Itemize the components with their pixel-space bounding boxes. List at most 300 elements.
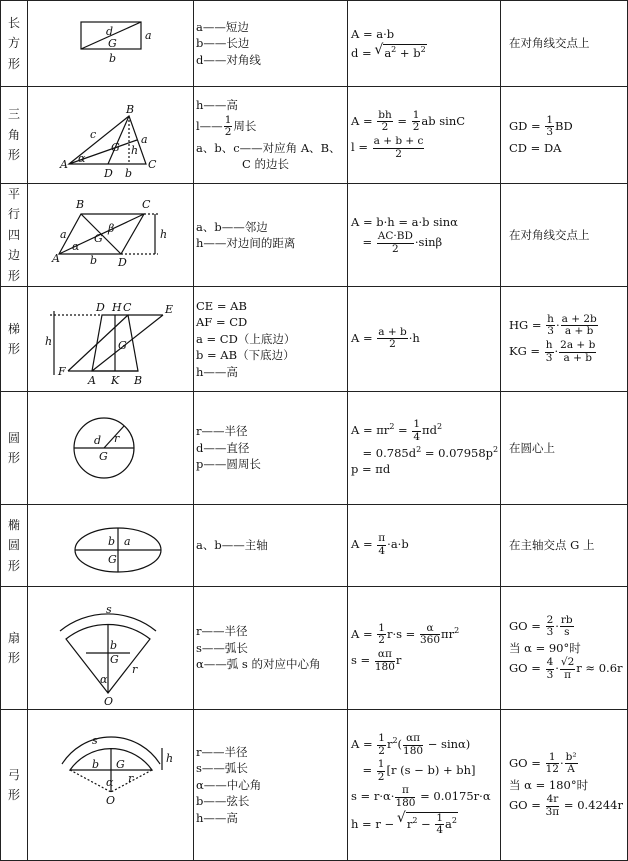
diagram-label: r: [128, 772, 134, 786]
diagram-label: G: [118, 339, 127, 353]
formula-line: [351, 812, 500, 837]
shape-name-char: 形: [7, 268, 20, 283]
diagram-label: b: [92, 758, 100, 772]
numerator: 4r: [546, 793, 559, 806]
formula-text: + b: [396, 45, 421, 60]
centroid-cell: [501, 504, 628, 586]
formula-text: =: [393, 113, 411, 128]
fraction: [560, 657, 575, 681]
diagram-label: α: [100, 673, 108, 687]
formula-text: h = r −: [351, 816, 398, 831]
fraction: [545, 115, 554, 139]
formula-text: ·sinβ: [414, 235, 443, 250]
formula-text: α——中心角: [196, 777, 262, 792]
fraction: [377, 623, 386, 647]
numerator: a + b + c: [373, 135, 424, 147]
shape-name-char: 边: [7, 248, 20, 263]
formula-text: a = CD（上底边）: [196, 331, 296, 346]
formula-line: [351, 136, 500, 160]
numerator: 1: [224, 113, 232, 126]
diagram-label: s: [92, 734, 98, 748]
formula-text: ·: [555, 317, 560, 332]
superscript: 2: [416, 445, 422, 455]
formula-line: [196, 441, 347, 455]
square-root: [383, 44, 426, 60]
diagram-label: d: [106, 24, 114, 38]
diagram-label: G: [111, 140, 120, 154]
fraction: [545, 340, 554, 364]
formula-line: [509, 314, 627, 338]
formula-text: HG =: [509, 317, 546, 332]
formula-text: A = a·b: [351, 27, 395, 42]
ellipse-diagram: [28, 504, 194, 586]
numerator: 1: [377, 758, 385, 771]
formula-text: CE = AB: [196, 299, 247, 314]
variables-cell: [194, 87, 348, 184]
formula-text: − sinα): [424, 737, 471, 752]
diagram-label: a: [145, 28, 152, 42]
formula-line: [196, 141, 347, 155]
fraction: [377, 533, 386, 557]
formula-line: [351, 327, 500, 351]
centroid-cell: [501, 87, 628, 184]
diagram-label: C: [148, 157, 157, 171]
denominator: 3: [546, 126, 554, 139]
numerator: π: [395, 785, 415, 798]
formula-text: h——对边间的距离: [196, 235, 296, 250]
denominator: 4: [436, 824, 444, 837]
formula-text: s——弧长: [196, 761, 248, 776]
denominator: 180: [374, 660, 395, 673]
formula-text: 在对角线交点上: [509, 227, 590, 242]
diagram-label: r: [132, 663, 138, 677]
fraction: [412, 110, 421, 134]
diagram-label: B: [76, 198, 85, 212]
diagram-label: D: [96, 301, 105, 315]
diagram-label: B: [126, 102, 135, 116]
diagram-label: b: [109, 51, 117, 65]
diagram-label: α: [106, 776, 114, 790]
centroid-cell: [501, 709, 628, 860]
centroid-cell: [501, 391, 628, 504]
denominator: 12: [545, 763, 559, 776]
area-formula-cell: [348, 586, 501, 709]
shape-name-char: 椭: [7, 517, 20, 532]
formula-line: [509, 36, 627, 50]
formula-line: [196, 157, 347, 171]
formula-text: b = AB（下底边）: [196, 348, 295, 363]
shape-name-char: 圆: [7, 538, 20, 553]
formula-line: [196, 348, 347, 362]
shape-name-char: 四: [7, 227, 20, 242]
formula-text: πd: [422, 423, 437, 438]
formula-line: [196, 745, 347, 759]
numerator: a + b: [378, 325, 407, 338]
formula-line: [351, 445, 500, 460]
fraction: [377, 759, 386, 783]
denominator: 3: [545, 351, 553, 364]
centroid-cell: [501, 286, 628, 391]
formula-text: d =: [351, 45, 376, 60]
formula-text: KG =: [509, 344, 544, 358]
formula-text: 在对角线交点上: [509, 36, 590, 51]
superscript: 2: [493, 445, 499, 455]
shape-name: [1, 391, 28, 504]
superscript: 2: [412, 815, 418, 825]
formula-line: [196, 761, 347, 775]
formula-line: [196, 20, 347, 34]
formula-text: r ≈ 0.6r: [576, 661, 623, 676]
diagram-label: D: [118, 256, 127, 270]
centroid-cell: [501, 586, 628, 709]
circle-diagram: [28, 391, 194, 504]
area-formula-cell: [348, 184, 501, 287]
shape-name: [1, 1, 28, 87]
fraction: [420, 623, 440, 647]
formula-line: [509, 115, 627, 139]
diagram-label: H: [112, 301, 122, 315]
denominator: 2: [377, 770, 385, 783]
formula-line: [509, 228, 627, 242]
denominator: 2: [395, 147, 402, 160]
formula-line: [196, 220, 347, 234]
shape-name: [1, 709, 28, 860]
formula-line: [509, 538, 627, 552]
fraction: [377, 110, 392, 134]
diagram-label: b: [110, 639, 118, 653]
area-formula-cell: [348, 504, 501, 586]
shape-name-char: 形: [7, 650, 20, 665]
denominator: s: [564, 626, 570, 639]
formula-line: [196, 315, 347, 329]
formula-text: A =: [351, 626, 377, 641]
diagram-label: G: [110, 653, 119, 667]
formula-line: [196, 299, 347, 313]
fraction: [373, 136, 425, 160]
shape-name-char: 行: [7, 207, 20, 222]
diagram-label: c: [90, 127, 97, 141]
formula-text: s——弧长: [196, 640, 248, 655]
denominator: a + b: [564, 325, 594, 338]
fraction: [395, 785, 415, 809]
shape-name: [1, 286, 28, 391]
denominator: 2: [389, 338, 396, 351]
diagram-label: α: [72, 240, 80, 254]
formula-line: [509, 752, 627, 776]
triangle-diagram: [28, 87, 194, 184]
centroid-cell: [501, 184, 628, 287]
formula-text: ·: [555, 661, 559, 676]
formula-text: d——直径: [196, 440, 250, 455]
formula-text: l——: [196, 118, 223, 133]
numerator: 1: [546, 113, 554, 126]
area-formula-cell: [348, 87, 501, 184]
numerator: √2: [560, 656, 575, 669]
numerator: 1: [413, 418, 421, 431]
formula-text: s = r·α·: [351, 789, 395, 804]
formula-line: [196, 794, 347, 808]
formula-text: s =: [351, 653, 374, 667]
fraction: [546, 794, 560, 818]
formula-text: a——短边: [196, 19, 249, 34]
formula-text: ·: [554, 344, 559, 358]
formula-line: [351, 27, 500, 41]
formula-text: b——长边: [196, 36, 250, 51]
formula-text: 在主轴交点 G 上: [509, 538, 595, 553]
shape-name-char: 形: [7, 56, 20, 71]
numerator: 2a + b: [560, 338, 596, 351]
denominator: 2: [412, 121, 420, 134]
formula-text: ·: [555, 618, 559, 633]
formula-line: [196, 53, 347, 67]
formula-text: r: [406, 816, 413, 831]
superscript: 2: [451, 815, 457, 825]
shape-name-char: 方: [7, 36, 20, 51]
numerator: b²: [565, 750, 577, 763]
fraction: [377, 231, 414, 255]
formula-text: −: [417, 816, 435, 831]
numerator: 1: [546, 752, 559, 765]
shape-name-char: 平: [7, 187, 20, 201]
fraction: [560, 615, 574, 639]
diagram-label: B: [134, 374, 143, 388]
formula-line: [196, 36, 347, 50]
diagram-label: r: [114, 432, 120, 446]
diagram-label: O: [106, 794, 116, 808]
diagram-label: s: [106, 603, 112, 617]
formula-line: [196, 641, 347, 655]
table-row: [1, 87, 628, 184]
diagram-label: A: [60, 157, 68, 171]
formula-text: πr: [441, 626, 455, 641]
fraction: [561, 314, 598, 338]
fraction: [403, 733, 423, 757]
formula-text: r·s =: [386, 626, 419, 641]
formula-line: [351, 733, 500, 757]
formula-text: A =: [351, 737, 377, 752]
formula-line: [351, 419, 500, 443]
formula-text: =: [351, 763, 376, 778]
square-root: [406, 812, 458, 837]
formula-text: a、b——主轴: [196, 538, 268, 553]
formula-text: 周长: [233, 118, 257, 133]
diagram-label: C: [142, 198, 151, 212]
formula-text: r——半径: [196, 624, 248, 639]
formula-text: =: [351, 235, 376, 250]
formula-text: = 0.785d: [351, 446, 417, 461]
formula-line: [509, 794, 627, 818]
diagram-label: b: [125, 166, 133, 180]
formula-text: h——高: [196, 98, 238, 113]
denominator: 4: [413, 430, 421, 443]
shape-name-char: 形: [7, 787, 20, 802]
diagram-label: a: [141, 132, 148, 146]
fraction: [375, 649, 395, 673]
formula-text: AF = CD: [196, 315, 248, 330]
superscript: 2: [420, 44, 426, 54]
denominator: A: [567, 763, 575, 776]
shape-name-char: 扇: [7, 630, 20, 645]
numerator: α: [420, 623, 440, 636]
numerator: a + 2b: [561, 312, 597, 325]
shape-name-char: 弓: [7, 767, 20, 782]
formula-text: A =: [351, 330, 377, 345]
formula-line: [351, 623, 500, 647]
formula-line: [196, 115, 347, 139]
diagram-label: G: [116, 758, 125, 772]
area-formula-cell: [348, 286, 501, 391]
numerator: rb: [560, 613, 573, 626]
numerator: π: [378, 532, 386, 545]
diagram-label: G: [94, 232, 103, 246]
formula-text: a、b、c——对应角 A、B、: [196, 140, 341, 155]
diagram-label: h: [160, 228, 168, 242]
numerator: 2: [546, 613, 554, 626]
formula-text: h——高: [196, 810, 238, 825]
formula-line: [509, 340, 627, 364]
diagram-label: K: [111, 374, 120, 388]
table-row: [1, 391, 628, 504]
formula-text: = 0.0175r·α: [416, 789, 491, 804]
denominator: a + b: [563, 351, 592, 364]
variables-cell: [194, 286, 348, 391]
numerator: AC·BD: [377, 230, 413, 243]
formula-line: [196, 811, 347, 825]
denominator: 2: [224, 126, 232, 139]
formula-text: [r (s − b) + bh]: [386, 763, 476, 778]
denominator: 2: [392, 242, 399, 255]
fraction: [559, 340, 596, 364]
formula-text: = 0.07958p: [421, 446, 494, 461]
formula-line: [196, 657, 347, 671]
formula-text: ab sinC: [421, 113, 466, 128]
fraction: [224, 115, 233, 139]
shape-name: [1, 504, 28, 586]
formula-text: C 的边长: [196, 157, 289, 172]
shape-name-char: 形: [7, 558, 20, 573]
superscript: 2: [392, 736, 398, 746]
denominator: 2: [381, 121, 389, 134]
formula-line: [196, 424, 347, 438]
formula-text: GO =: [509, 618, 545, 633]
formula-text: GD =: [509, 118, 545, 133]
denominator: 4: [378, 544, 386, 557]
formula-text: ·: [559, 755, 564, 770]
formula-text: GO =: [509, 755, 545, 770]
area-formula-cell: [348, 1, 501, 87]
fraction: [565, 752, 578, 776]
numerator: 1: [378, 732, 385, 745]
table-row: [1, 286, 628, 391]
formula-text: d——对角线: [196, 52, 261, 67]
shape-name-char: 长: [7, 15, 20, 30]
shape-name: [1, 184, 28, 287]
formula-text: r: [395, 653, 402, 667]
formula-line: [196, 538, 347, 552]
fraction: [377, 733, 386, 757]
variables-cell: [194, 1, 348, 87]
diagram-label: O: [104, 695, 114, 709]
denominator: 3π: [545, 805, 560, 818]
superscript: 2: [389, 422, 395, 432]
variables-cell: [194, 391, 348, 504]
parallelogram-diagram: [28, 184, 194, 287]
centroid-cell: [501, 1, 628, 87]
denominator: 3: [546, 626, 554, 639]
denominator: 2: [378, 634, 385, 647]
formula-text: α——弧 s 的对应中心角: [196, 657, 321, 672]
formula-text: BD: [555, 118, 573, 133]
formula-line: [196, 365, 347, 379]
fraction: [546, 314, 555, 338]
shape-name-char: 角: [7, 127, 20, 142]
table-row: [1, 586, 628, 709]
diagram-label: b: [108, 535, 116, 549]
formula-line: [196, 778, 347, 792]
formula-text: GO =: [509, 798, 545, 813]
fraction: [546, 752, 559, 776]
diagram-label: F: [58, 365, 66, 379]
formula-text: 在圆心上: [509, 440, 555, 455]
variables-cell: [194, 709, 348, 860]
formula-line: [351, 110, 500, 134]
formula-line: [351, 215, 500, 229]
formula-line: [351, 533, 500, 557]
formula-text: a: [384, 45, 392, 60]
formula-text: 当 α = 90°时: [509, 640, 581, 655]
numerator: απ: [403, 733, 423, 746]
denominator: 3: [547, 325, 554, 338]
shape-name-char: 三: [7, 107, 20, 122]
shape-name-char: 形: [7, 148, 20, 163]
formula-text: r——半径: [196, 424, 248, 439]
sector-diagram: [28, 586, 194, 709]
diagram-label: a: [124, 535, 131, 549]
diagram-label: E: [165, 303, 174, 317]
numerator: h: [545, 338, 553, 351]
numerator: bh: [378, 108, 392, 121]
superscript: 2: [436, 422, 443, 432]
diagram-label: α: [78, 151, 86, 165]
formula-text: A =: [351, 113, 377, 128]
formula-line: [509, 778, 627, 792]
superscript: 2: [391, 44, 397, 54]
formula-line: [196, 98, 347, 112]
formula-line: [351, 231, 500, 255]
superscript: 2: [454, 626, 460, 636]
formula-text: ·h: [408, 330, 420, 345]
numerator: 4: [546, 656, 554, 669]
trapezoid-diagram: [28, 286, 194, 391]
circular-segment-diagram: [28, 709, 194, 860]
table-row: [1, 709, 628, 860]
formula-text: a: [445, 816, 452, 831]
formula-text: a、b——邻边: [196, 219, 268, 234]
shape-name-char: 形: [7, 341, 20, 356]
formula-line: [509, 615, 627, 639]
formula-text: CD = DA: [509, 140, 562, 155]
formula-line: [509, 641, 627, 655]
denominator: 180: [395, 797, 416, 809]
diagram-label: h: [131, 143, 139, 157]
formula-text: h——高: [196, 364, 238, 379]
formula-text: b——弦长: [196, 794, 250, 809]
formula-line: [509, 441, 627, 455]
formula-text: r——半径: [196, 745, 248, 760]
diagram-label: D: [104, 166, 113, 180]
numerator: 1: [378, 621, 385, 634]
formula-line: [196, 624, 347, 638]
